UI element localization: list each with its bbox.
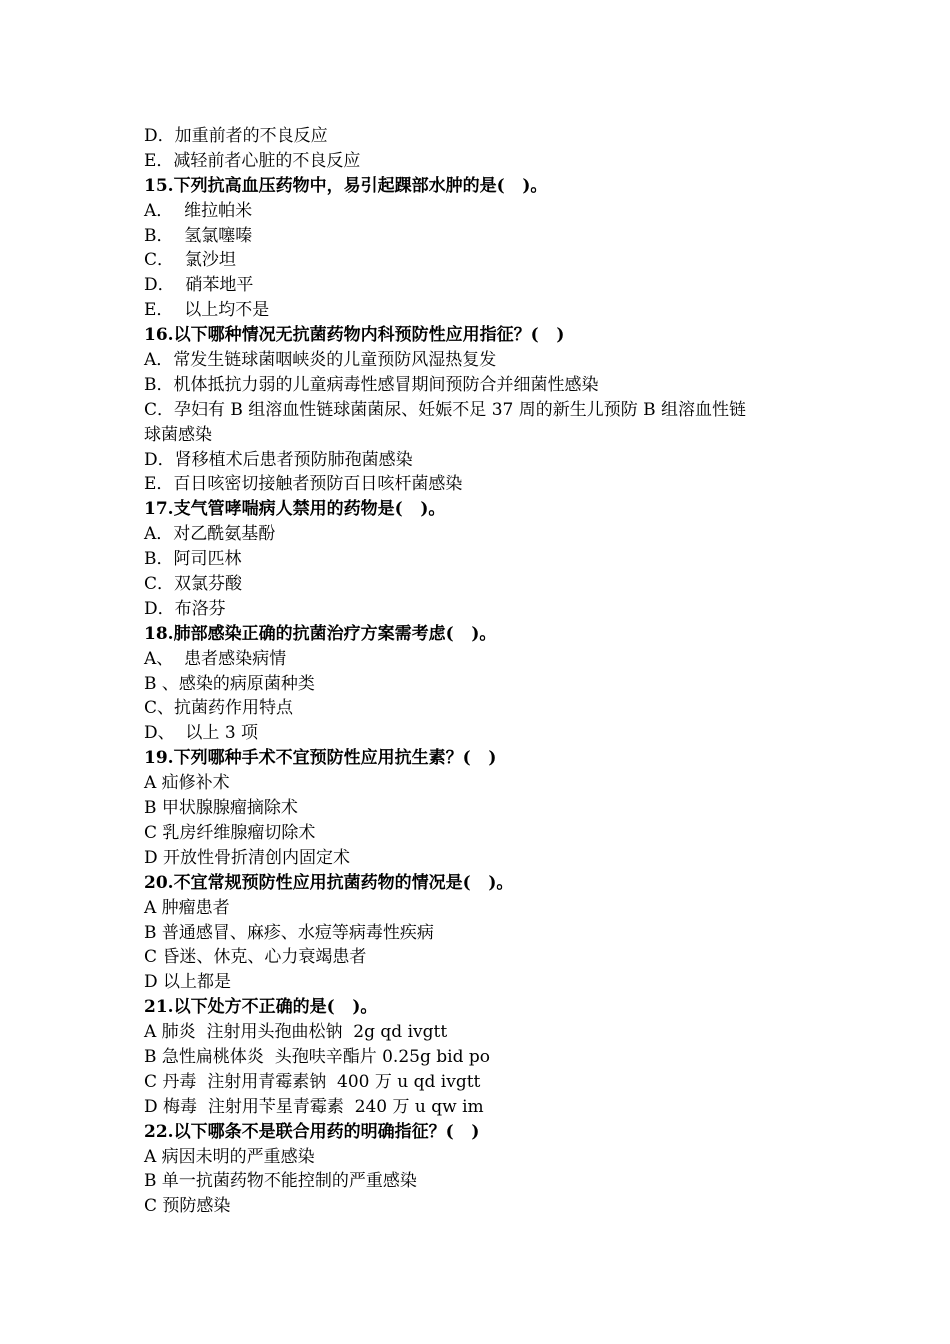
option-line: D 以上都是 xyxy=(144,972,232,993)
option-line: B．阿司匹林 xyxy=(144,549,242,570)
option-line: C、抗菌药作用特点 xyxy=(144,698,294,719)
question-stem: 20.不宜常规预防性应用抗菌药物的情况是( )。 xyxy=(144,872,514,893)
option-line: D 梅毒 注射用苄星青霉素 240 万 u qw im xyxy=(144,1096,484,1117)
question-stem: 17.支气管哮喘病人禁用的药物是( )。 xyxy=(144,499,446,520)
option-line: E．百日咳密切接触者预防百日咳杆菌感染 xyxy=(144,474,463,495)
option-line: E． 以上均不是 xyxy=(144,300,270,321)
option-line: B 普通感冒、麻疹、水痘等病毒性疾病 xyxy=(144,922,434,943)
question-stem: 19.下列哪种手术不宜预防性应用抗生素？( ) xyxy=(144,748,497,769)
option-line: B． 氢氯噻嗪 xyxy=(144,225,253,246)
question-stem: 16.以下哪种情况无抗菌药物内科预防性应用指征？( ) xyxy=(144,325,565,346)
option-line: D．布洛芬 xyxy=(144,598,226,619)
option-line: D．肾移植术后患者预防肺孢菌感染 xyxy=(144,449,413,470)
option-line: C．孕妇有 B 组溶血性链球菌菌尿、妊娠不足 37 周的新生儿预防 B 组溶血性链 xyxy=(144,399,747,420)
option-line: 球菌感染 xyxy=(144,424,212,445)
option-line: A 疝修补术 xyxy=(144,773,230,794)
option-line: A． 维拉帕米 xyxy=(144,200,253,221)
option-line: C 预防感染 xyxy=(144,1196,231,1217)
option-line: A、 患者感染病情 xyxy=(144,648,287,669)
option-line: D． 硝苯地平 xyxy=(144,275,254,296)
option-line: A．对乙酰氨基酚 xyxy=(144,524,276,545)
question-stem: 18.肺部感染正确的抗菌治疗方案需考虑( )。 xyxy=(144,623,497,644)
option-line: C 乳房纤维腺瘤切除术 xyxy=(144,822,316,843)
option-line: B 甲状腺腺瘤摘除术 xyxy=(144,798,298,819)
option-line: B 单一抗菌药物不能控制的严重感染 xyxy=(144,1171,417,1192)
option-line: B 急性扁桃体炎 头孢呋辛酯片 0.25g bid po xyxy=(144,1046,490,1067)
option-line: B 、感染的病原菌种类 xyxy=(144,673,315,694)
option-line: E．减轻前者心脏的不良反应 xyxy=(144,150,361,171)
option-line: C 丹毒 注射用青霉素钠 400 万 u qd ivgtt xyxy=(144,1071,481,1092)
option-line: D、 以上 3 项 xyxy=(144,723,259,744)
option-line: A 肺炎 注射用头孢曲松钠 2g qd ivgtt xyxy=(144,1022,448,1043)
question-stem: 15.下列抗高血压药物中，易引起踝部水肿的是( )。 xyxy=(144,175,548,196)
option-line: B．机体抵抗力弱的儿童病毒性感冒期间预防合并细菌性感染 xyxy=(144,374,599,395)
option-line: A．常发生链球菌咽峡炎的儿童预防风湿热复发 xyxy=(144,350,497,371)
question-stem: 22.以下哪条不是联合用药的明确指征？( ) xyxy=(144,1121,480,1142)
option-line: D．加重前者的不良反应 xyxy=(144,126,328,146)
option-line: A 病因未明的严重感染 xyxy=(144,1146,315,1167)
option-line: C．双氯芬酸 xyxy=(144,574,243,595)
option-line: C 昏迷、休克、心力衰竭患者 xyxy=(144,947,367,968)
document-page xyxy=(144,124,824,1219)
question-stem: 21.以下处方不正确的是( )。 xyxy=(144,997,378,1018)
option-line: C． 氯沙坦 xyxy=(144,250,236,271)
option-line: D 开放性骨折清创内固定术 xyxy=(144,847,351,868)
option-line: A 肿瘤患者 xyxy=(144,897,230,918)
